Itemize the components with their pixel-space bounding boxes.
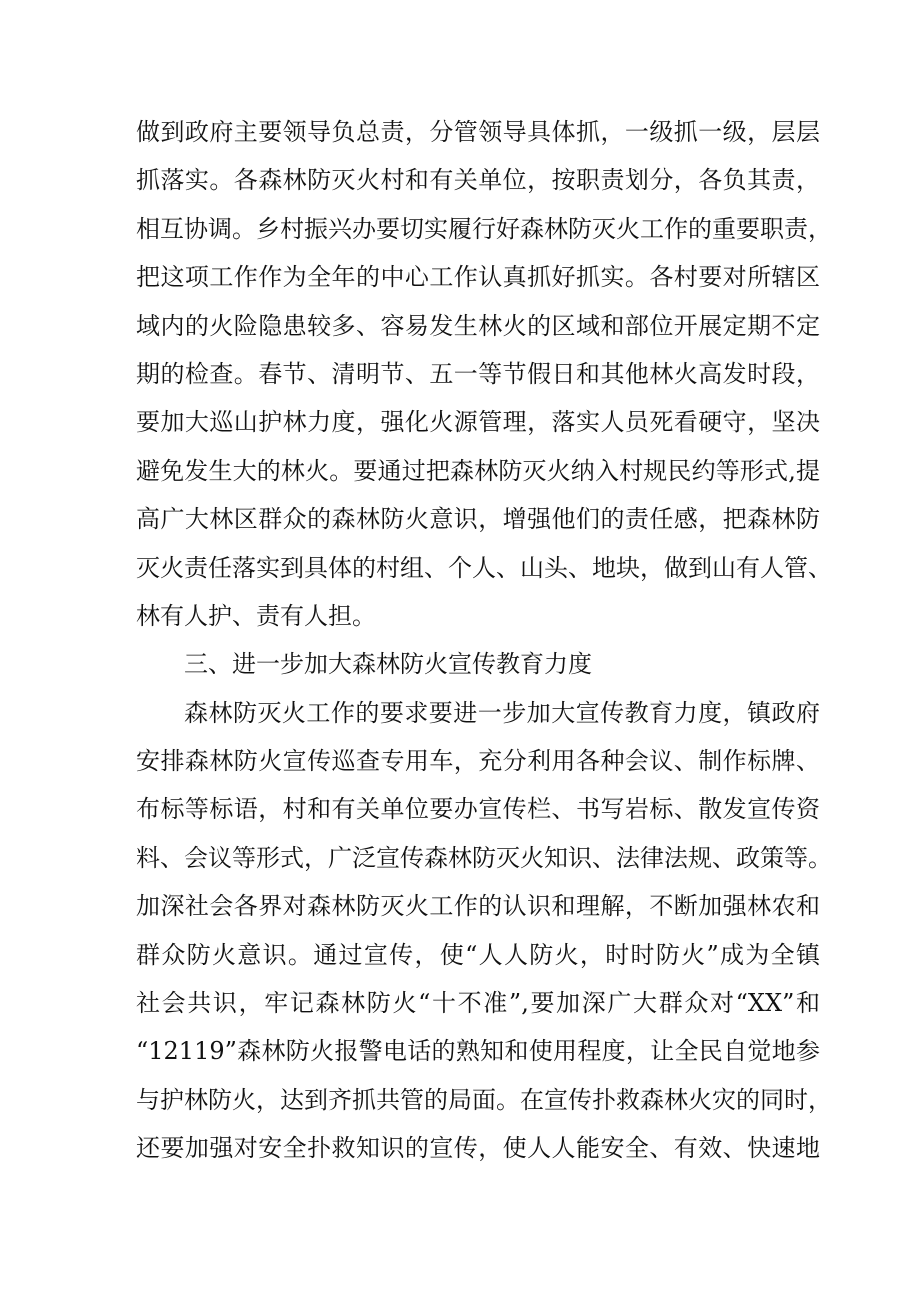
text-line: 料、会议等形式，广泛宣传森林防灭火知识、法律法规、政策等。	[136, 843, 832, 872]
text-line: 群众防火意识。通过宣传，使“人人防火，时时防火”成为全镇	[136, 940, 820, 969]
text-line: 还要加强对安全扑救知识的宣传，使人人能安全、有效、快速地	[136, 1134, 820, 1163]
text-line: “12119”森林防火报警电话的熟知和使用程度，让全民自觉地参	[136, 1037, 820, 1066]
text-line: 避免发生大的林火。要通过把森林防灭火纳入村规民约等形式,提	[136, 456, 820, 485]
text-line: 域内的火险隐患较多、容易发生林火的区域和部位开展定期不定	[136, 311, 820, 340]
document-body	[0, 108, 920, 1173]
text-line: 社会共识，牢记森林防火“十不准”,要加深广大群众对“XX”和	[136, 989, 820, 1018]
text-line: 加深社会各界对森林防灭火工作的认识和理解，不断加强林农和	[136, 892, 820, 921]
text-line: 期的检查。春节、清明节、五一等节假日和其他林火高发时段，	[136, 359, 820, 388]
text-line: 抓落实。各森林防灭火村和有关单位，按职责划分，各负其责，	[136, 166, 820, 195]
text-line: 森林防灭火工作的要求要进一步加大宣传教育力度，镇政府	[184, 698, 820, 727]
text-line: 安排森林防火宣传巡查专用车，充分利用各种会议、制作标牌、	[136, 747, 820, 776]
text-line: 布标等标语，村和有关单位要办宣传栏、书写岩标、散发宣传资	[136, 795, 820, 824]
section-heading: 三、进一步加大森林防火宣传教育力度	[184, 650, 592, 679]
text-line: 做到政府主要领导负总责，分管领导具体抓，一级抓一级，层层	[136, 118, 820, 146]
text-line: 与护林防火，达到齐抓共管的局面。在宣传扑救森林火灾的同时，	[136, 1085, 832, 1114]
text-line: 相互协调。乡村振兴办要切实履行好森林防灭火工作的重要职责，	[136, 214, 832, 243]
text-line: 高广大林区群众的森林防火意识，增强他们的责任感，把森林防	[136, 505, 820, 534]
text-line: 林有人护、责有人担。	[136, 601, 376, 630]
text-line: 要加大巡山护林力度，强化火源管理，落实人员死看硬守，坚决	[136, 408, 820, 437]
text-line: 把这项工作作为全年的中心工作认真抓好抓实。各村要对所辖区	[136, 263, 820, 292]
text-line: 灭火责任落实到具体的村组、个人、山头、地块，做到山有人管、	[136, 553, 832, 582]
